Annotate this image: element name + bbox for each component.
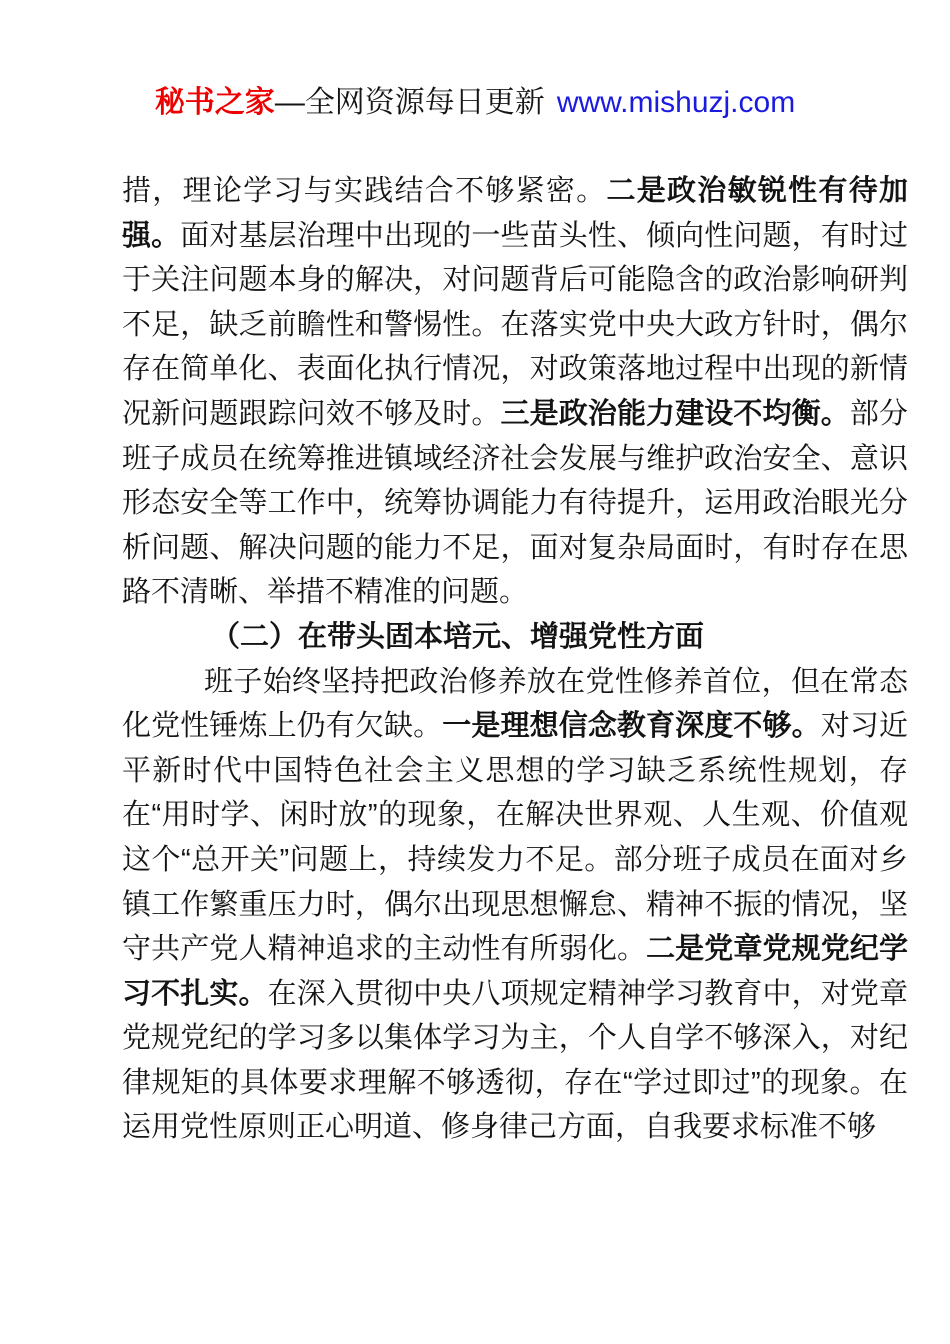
bold-point-2-political-acuity: 二是政治敏锐性有待加强。: [122, 175, 908, 252]
paragraph-political-building: [122, 169, 908, 615]
text-segment: 面对基层治理中出现的一些苗头性、倾向性问题，有时过于关注问题本身的解决，对问题背后可能隐含的政治影响研判不足，缺乏前瞻性和警惕性。在落实党中央大政方针时，偶尔存在简单化、表面化执行情况，对政策落地过程中出现的新情况新问题跟踪问效不够及时。: [122, 219, 908, 430]
site-header: [0, 0, 950, 122]
bold-point-2-party-rules-study: 二是党章党规党纪学习不扎实。: [122, 933, 908, 1010]
text-segment: 班子始终坚持把政治修养放在党性修养首位，但在常态化党性锤炼上仍有欠缺。: [122, 665, 908, 743]
text-segment: 措，理论学习与实践结合不够紧密。: [122, 175, 607, 207]
site-tagline: —全网资源每日更新: [274, 86, 545, 119]
bold-point-3-political-ability: 三是政治能力建设不均衡。: [500, 397, 850, 430]
text-segment: 对习近平新时代中国特色社会主义思想的学习缺乏系统性规划，存在“用时学、闲时放”的现象，在解决世界观、人生观、价值观这个“总开关”问题上，持续发力不足。部分班子成员在面对乡镇工作繁重压力时，偶尔出现思想懈怠、精神不振的情况，坚守共产党人精神追求的主动性有所弱化。: [122, 710, 908, 966]
bold-point-1-ideal-belief: 一是理想信念教育深度不够。: [442, 710, 821, 743]
site-url-link[interactable]: www.mishuzj.com: [556, 86, 796, 119]
section-heading-party-spirit: （二）在带头固本培元、增强党性方面: [211, 620, 705, 653]
text-segment: 在深入贯彻中央八项规定精神学习教育中，对党章党规党纪的学习多以集体学习为主，个人自学不够深入，对纪律规矩的具体要求理解不够透彻，存在“学过即过”的现象。在运用党性原则正心明道、修身律己方面，自我要求标准不够: [122, 977, 908, 1144]
paragraph-party-spirit: [122, 660, 908, 1151]
site-brand: 秘书之家: [154, 86, 275, 119]
text-segment: 部分班子成员在统筹推进镇域经济社会发展与维护政治安全、意识形态安全等工作中，统筹协调能力有待提升，运用政治眼光分析问题、解决问题的能力不足，面对复杂局面时，有时存在思路不清晰、举措不精准的问题。: [122, 397, 908, 609]
document-body: [122, 169, 908, 1150]
